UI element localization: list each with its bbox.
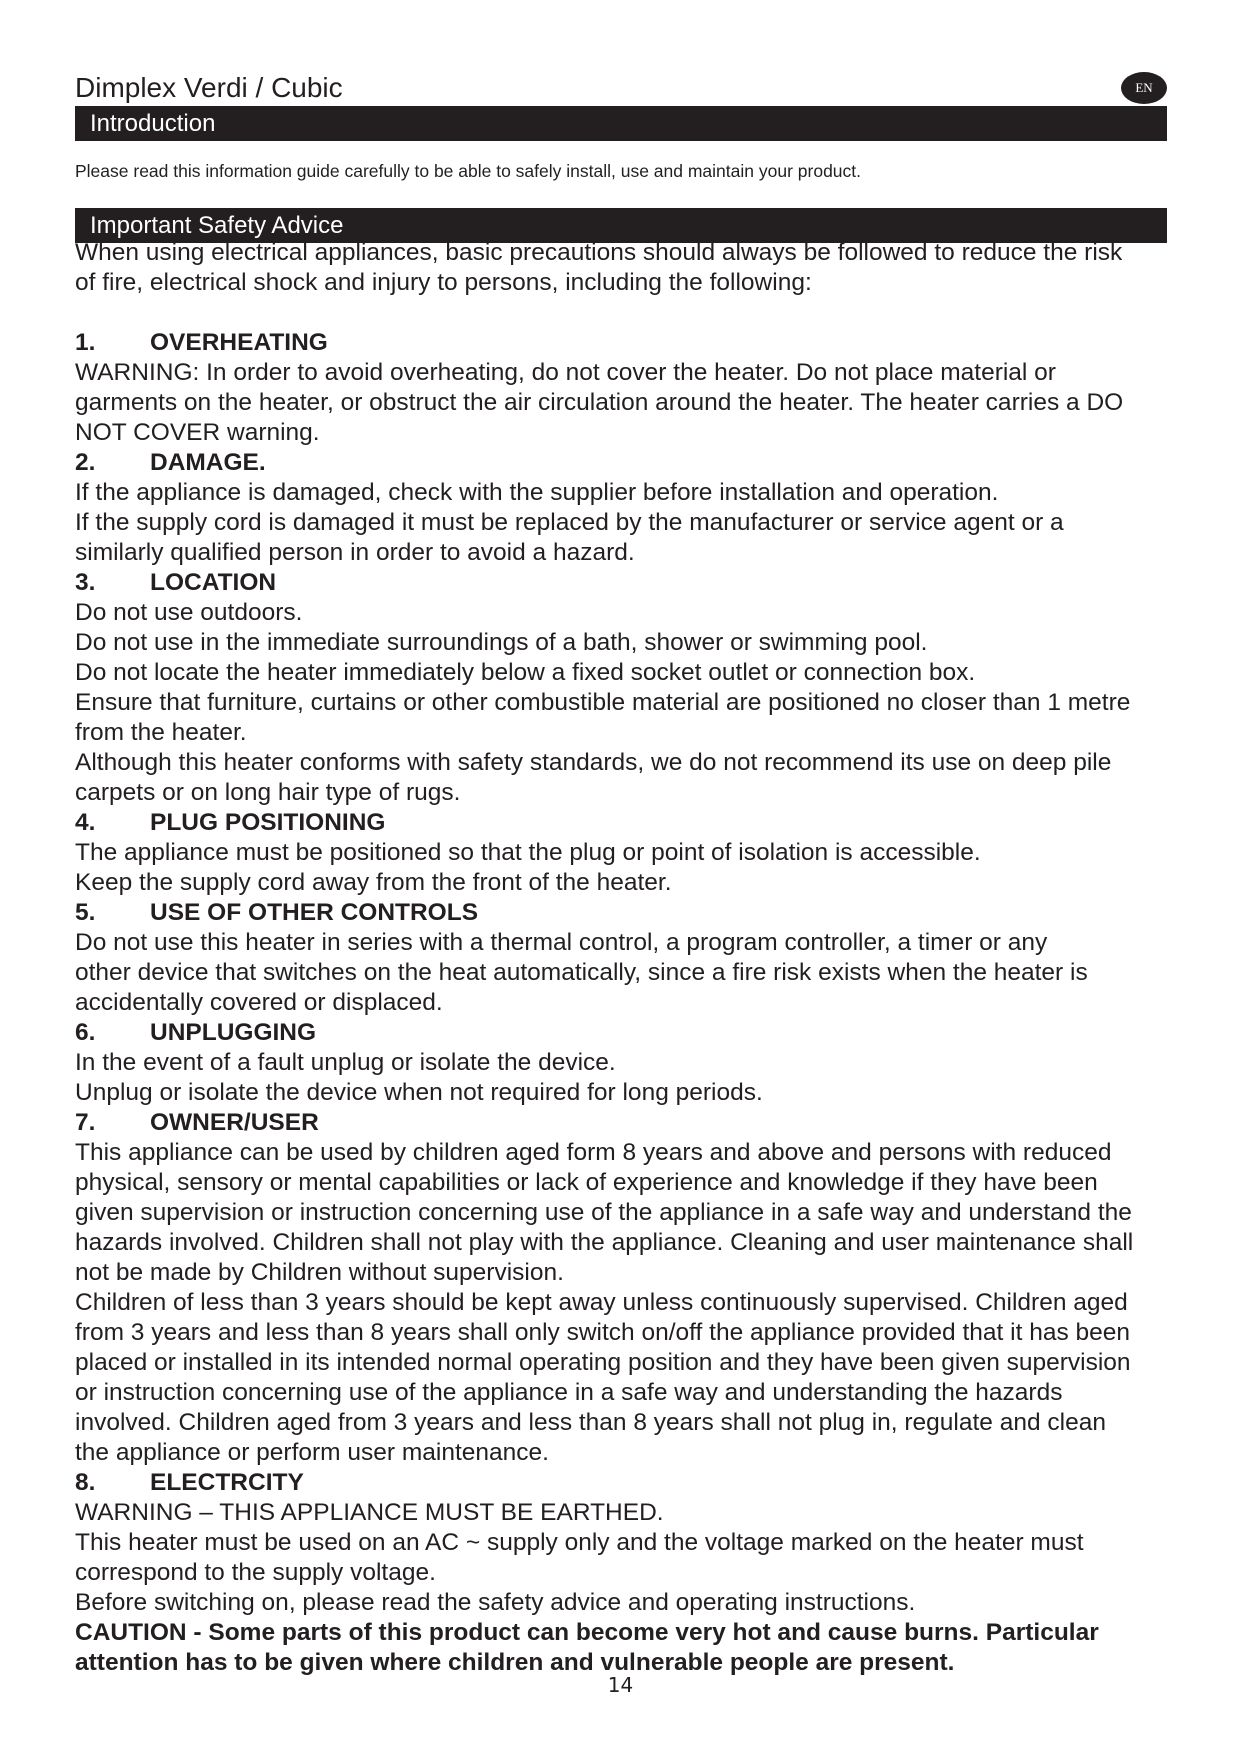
section-title: OVERHEATING [150, 329, 328, 356]
section-line: Keep the supply cord away from the front of the heater. [75, 869, 672, 896]
section-heading [75, 1468, 1167, 1498]
safety-lead [75, 238, 1167, 298]
safety-section [75, 568, 1167, 808]
section-line: Do not locate the heater immediately below a fixed socket outlet or connection box. [75, 659, 976, 686]
section-line: given supervision or instruction concerning use of the appliance in a safe way and understand the [75, 1199, 1132, 1226]
section-line: NOT COVER warning. [75, 419, 320, 446]
language-badge: EN [1121, 72, 1167, 104]
lead-line: When using electrical appliances, basic precautions should always be followed to reduce the risk [75, 239, 1123, 266]
section-line: from 3 years and less than 8 years shall only switch on/off the appliance provided that it has been [75, 1319, 1131, 1346]
section-title: LOCATION [150, 569, 277, 596]
section-heading [75, 1018, 1167, 1048]
section-number: 8. [75, 1469, 96, 1496]
safety-section [75, 898, 1167, 1018]
section-heading [75, 328, 1167, 358]
section-title: USE OF OTHER CONTROLS [150, 899, 479, 926]
section-title: DAMAGE. [150, 449, 266, 476]
section-line: Do not use this heater in series with a thermal control, a program controller, a timer or any [75, 929, 1048, 956]
section-line: physical, sensory or mental capabilities or lack of experience and knowledge if they have been [75, 1169, 1098, 1196]
safety-section [75, 448, 1167, 568]
safety-section [75, 328, 1167, 448]
section-line: If the supply cord is damaged it must be replaced by the manufacturer or service agent or a [75, 509, 1064, 536]
section-line: The appliance must be positioned so that the plug or point of isolation is accessible. [75, 839, 981, 866]
safety-section [75, 808, 1167, 898]
section-title: ELECTRCITY [150, 1469, 304, 1496]
section-line: or instruction concerning use of the appliance in a safe way and understanding the hazards [75, 1379, 1063, 1406]
safety-section [75, 1108, 1167, 1468]
section-number: 4. [75, 809, 96, 836]
section-line: from the heater. [75, 719, 247, 746]
section-line: the appliance or perform user maintenance. [75, 1439, 549, 1466]
section-line: carpets or on long hair type of rugs. [75, 779, 461, 806]
section-line: Although this heater conforms with safety standards, we do not recommend its use on deep pile [75, 749, 1112, 776]
introduction-heading: Introduction [75, 106, 1167, 141]
safety-section [75, 1018, 1167, 1108]
section-line: placed or installed in its intended normal operating position and they have been given supervision [75, 1349, 1131, 1376]
section-line: Before switching on, please read the safety advice and operating instructions. [75, 1589, 916, 1616]
caution-line: CAUTION - Some parts of this product can become very hot and cause burns. Particular [75, 1619, 1099, 1646]
section-number: 2. [75, 449, 96, 476]
page-number: 14 [607, 1673, 634, 1697]
section-line: hazards involved. Children shall not play with the appliance. Cleaning and user maintenance shall [75, 1229, 1134, 1256]
section-heading [75, 448, 1167, 478]
section-line: accidentally covered or displaced. [75, 989, 443, 1016]
introduction-text: Please read this information guide carefully to be able to safely install, use and maintain your product. [75, 161, 862, 181]
section-line: similarly qualified person in order to avoid a hazard. [75, 539, 635, 566]
document-page [75, 70, 1167, 1678]
section-number: 1. [75, 329, 96, 356]
caution-line: attention has to be given where children and vulnerable people are present. [75, 1649, 955, 1676]
section-line: correspond to the supply voltage. [75, 1559, 436, 1586]
section-line: WARNING: In order to avoid overheating, do not cover the heater. Do not place material or [75, 359, 1056, 386]
section-number: 7. [75, 1109, 96, 1136]
section-heading [75, 808, 1167, 838]
section-title: PLUG POSITIONING [150, 809, 386, 836]
section-line: Do not use in the immediate surroundings of a bath, shower or swimming pool. [75, 629, 928, 656]
safety-section [75, 1468, 1167, 1618]
section-line: other device that switches on the heat automatically, since a fire risk exists when the heater is [75, 959, 1088, 986]
section-heading [75, 1108, 1167, 1138]
section-line: Do not use outdoors. [75, 599, 303, 626]
section-line: WARNING – THIS APPLIANCE MUST BE EARTHED. [75, 1499, 664, 1526]
section-line: In the event of a fault unplug or isolate the device. [75, 1049, 616, 1076]
safety-advice-heading: Important Safety Advice [75, 208, 1167, 243]
section-line: Children of less than 3 years should be kept away unless continuously supervised. Children aged [75, 1289, 1128, 1316]
section-number: 6. [75, 1019, 96, 1046]
section-line: If the appliance is damaged, check with the supplier before installation and operation. [75, 479, 999, 506]
section-heading [75, 568, 1167, 598]
document-title: Dimplex Verdi / Cubic [75, 72, 343, 103]
section-number: 3. [75, 569, 96, 596]
caution-notice [75, 1618, 1167, 1678]
lead-line: of fire, electrical shock and injury to persons, including the following: [75, 269, 812, 296]
safety-sections [75, 328, 1167, 1618]
section-title: OWNER/USER [150, 1109, 319, 1136]
section-line: This appliance can be used by children aged form 8 years and above and persons with reduced [75, 1139, 1112, 1166]
section-title: UNPLUGGING [150, 1019, 317, 1046]
section-line: garments on the heater, or obstruct the air circulation around the heater. The heater carries a DO [75, 389, 1124, 416]
section-heading [75, 898, 1167, 928]
section-line: This heater must be used on an AC ~ supply only and the voltage marked on the heater must [75, 1529, 1084, 1556]
section-line: Unplug or isolate the device when not required for long periods. [75, 1079, 763, 1106]
spacer [75, 298, 1167, 328]
section-number: 5. [75, 899, 96, 926]
section-line: involved. Children aged from 3 years and less than 8 years shall not plug in, regulate and clean [75, 1409, 1106, 1436]
section-line: Ensure that furniture, curtains or other combustible material are positioned no closer than 1 metre [75, 689, 1131, 716]
section-line: not be made by Children without supervision. [75, 1259, 564, 1286]
